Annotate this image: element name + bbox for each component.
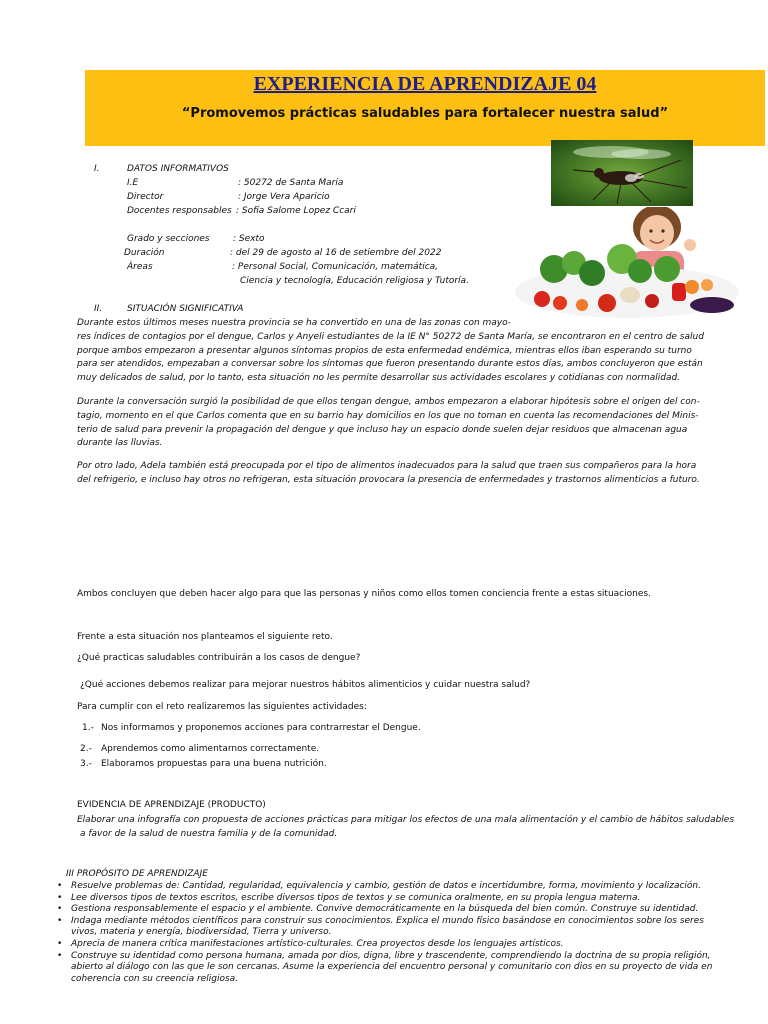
datos-label-areas: Áreas — [127, 262, 153, 272]
datos-value-areas-cont: Ciencia y tecnología, Educación religiosa y Tutoría. — [240, 276, 469, 286]
evidencia-line-1: Elaborar una infografía con propuesta de acciones prácticas para mitigar los efectos de una mala alimentación y el cambio de hábitos saludables — [77, 815, 735, 825]
paragraph-line: Durante la conversación surgió la posibilidad de que ellos tengan dengue, ambos empezaron a elaborar hipótesis sobre el origen del con- — [77, 397, 700, 407]
situacion-paragraph-2 — [77, 396, 737, 451]
title-banner — [85, 70, 765, 146]
datos-label-ie: I.E — [127, 178, 139, 188]
actividad-2-num: 2.- — [80, 744, 92, 754]
datos-label-grado: Grado y secciones — [127, 234, 210, 244]
list-item-text: Aprecia de manera crítica manifestaciones artístico-culturales. Crea proyectos desde los lenguajes artísticos. — [71, 938, 564, 949]
paragraph-line: tagio, momento en el que Carlos comenta que en su barrio hay domicilios en los que no toman en cuenta las recomendaciones del Minis- — [77, 410, 699, 421]
evidencia-heading: EVIDENCIA DE APRENDIZAJE (PRODUCTO) — [77, 800, 266, 810]
reto-intro: Frente a esta situación nos planteamos el siguiente reto. — [77, 632, 333, 642]
actividad-3-text: Elaboramos propuestas para una buena nutrición. — [101, 759, 327, 769]
child-vegetables-photo — [512, 207, 742, 322]
bullet-icon: • — [57, 915, 63, 926]
actividad-1-num: 1.- — [82, 723, 94, 733]
paragraph-line: para ser atendidos, empezaban a conversar sobre los síntomas que fueron presentando durante estos días, ambos concluyeron que están — [77, 359, 703, 370]
actividad-2-text: Aprendemos como alimentarnos correctamente. — [101, 744, 320, 754]
list-item — [57, 938, 731, 951]
section-heading-situacion: SITUACIÓN SIGNIFICATIVA — [127, 304, 244, 314]
datos-value-director: : Jorge Vera Aparicio — [238, 192, 330, 202]
paragraph-line: Por otro lado, Adela también está preocupada por el tipo de alimentos inadecuados para la salud que traen sus compañeros para la hora — [77, 461, 697, 471]
datos-value-areas: : Personal Social, Comunicación, matemática, — [232, 262, 439, 272]
document-title: EXPERIENCIA DE APRENDIZAJE 04 — [253, 73, 597, 95]
section-heading-proposito: III PROPÓSITO DE APRENDIZAJE — [66, 869, 208, 879]
list-item — [57, 892, 731, 905]
datos-value-duracion: : del 29 de agosto al 16 de setiembre del 2022 — [230, 248, 442, 258]
bullet-icon: • — [57, 892, 63, 903]
paragraph-line: res índices de contagios por el dengue, Carlos y Anyeli estudiantes de la IE N° 50272 de Santa María, se encontraron en el centro de salud — [77, 331, 704, 342]
document-subtitle: “Promovemos prácticas saludables para fortalecer nuestra salud” — [181, 106, 669, 121]
conclusion-text: Ambos concluyen que deben hacer algo para que las personas y niños como ellos tomen conciencia frente a estas situaciones. — [77, 589, 651, 599]
datos-label-docentes: Docentes responsables — [127, 206, 232, 216]
bullet-icon: • — [57, 904, 63, 915]
mosquito-photo — [551, 140, 693, 206]
list-item — [57, 950, 731, 986]
question-2: ¿Qué acciones debemos realizar para mejorar nuestros hábitos alimenticios y cuidar nuestra salud? — [80, 680, 531, 690]
datos-value-grado: : Sexto — [233, 234, 265, 244]
paragraph-line: del refrigerio, e incluso hay otros no refrigeran, esta situación provocara la presencia de enfermedades y trastornos alimenticios a futuro. — [77, 474, 700, 485]
datos-label-duracion: Duración — [124, 248, 165, 258]
section-heading-datos: DATOS INFORMATIVOS — [127, 164, 229, 174]
list-item-text: Lee diversos tipos de textos escritos, escribe diversos tipos de textos y se comunica oralmente, en su propia lengua materna. — [71, 892, 641, 903]
bullet-icon: • — [57, 950, 63, 961]
paragraph-line: porque ambos empezaron a presentar algunos síntomas propios de esta enfermedad endémica, mientras ellos iban esperando su turno — [77, 345, 692, 356]
situacion-paragraph-1 — [77, 317, 737, 386]
bullet-icon: • — [57, 938, 63, 949]
evidencia-line-2: a favor de la salud de nuestra familia y de la comunidad. — [80, 829, 338, 839]
list-item — [57, 915, 731, 939]
datos-label-director: Director — [127, 192, 164, 202]
actividad-1-text: Nos informamos y proponemos acciones para contrarrestar el Dengue. — [101, 723, 421, 733]
section-numeral-1: I. — [94, 164, 100, 174]
proposito-list — [57, 881, 731, 985]
list-item — [57, 904, 731, 916]
actividad-3-num: 3.- — [80, 759, 92, 769]
list-item-text: Gestiona responsablemente el espacio y el ambiente. Convive democráticamente en la búsqueda del bien común. Construye su identidad. — [71, 904, 699, 915]
list-item-text: Resuelve problemas de: Cantidad, regularidad, equivalencia y cambio, gestión de datos e incertidumbre, forma, movimiento y localización. — [71, 881, 701, 891]
question-1: ¿Qué practicas saludables contribuirán a los casos de dengue? — [77, 653, 361, 663]
datos-value-ie: : 50272 de Santa María — [238, 178, 344, 188]
section-numeral-2: II. — [94, 304, 103, 314]
list-item-text: Construye su identidad como persona humana, amada por dios, digna, libre y trascendente, comprendiendo la doctrina de su propia religión, abierto al diálogo con las que le son cercanas. Asume la experiencia del encuentro personal y comunitario con dios en su proyecto de vida en coherencia con su creencia religiosa. — [71, 950, 713, 984]
list-item-text: Indaga mediante métodos científicos para construir sus conocimientos. Explica el mundo físico basándose en conocimientos sobre los seres vivos, materia y energía, biodiversidad, Tierra y universo. — [71, 915, 704, 938]
paragraph-line: Durante estos últimos meses nuestra provincia se ha convertido en una de las zonas con mayo- — [77, 318, 511, 328]
situacion-paragraph-3 — [77, 460, 737, 488]
actividades-intro: Para cumplir con el reto realizaremos las siguientes actividades: — [77, 702, 367, 712]
paragraph-line: muy delicados de salud, por lo tanto, esta situación no les permite desarrollar sus actividades escolares y cotidianas con normalidad. — [77, 373, 681, 384]
paragraph-line: durante las lluvias. — [77, 438, 163, 449]
list-item — [57, 881, 731, 893]
paragraph-line: terio de salud para prevenir la propagación del dengue y que incluso hay un espacio donde suelen dejar residuos que almacenan agua — [77, 424, 688, 435]
bullet-icon: • — [57, 881, 63, 891]
datos-value-docentes: : Sofía Salome Lopez Ccari — [236, 206, 356, 216]
